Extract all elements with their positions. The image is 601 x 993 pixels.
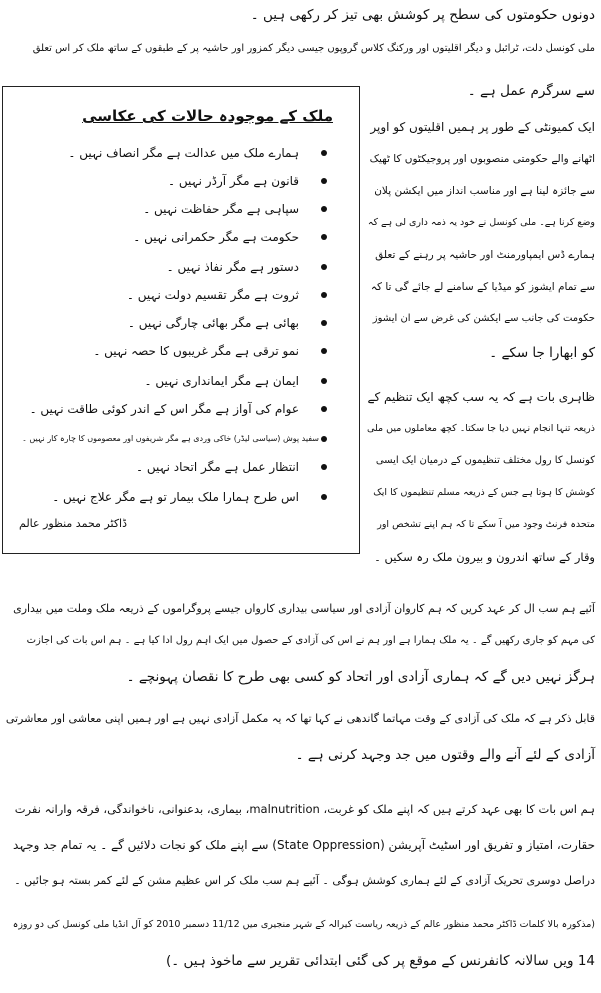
bullet-icon [321,436,327,442]
para-line-5: آزادی کے لئے آنے والے وقتوں میں جد وجہد کرنی ہے ۔ [295,747,595,763]
box-signature: ڈاکٹر محمد منظور عالم [19,517,128,530]
para-line-3: ہرگز نہیں دیں گے کہ ہماری آزادی اور اتحاد کو کسی بھی طرح کا نقصان پہونچے ۔ [126,669,595,685]
bullet-icon [321,178,327,184]
side-line-11: کونسل کا رول مختلف تنظیموں کے درمیان ایک ایسی [375,455,595,466]
side-line-6: سے تمام ایشوز کو میڈیا کے سامنے لے جائے گی تا کہ [370,281,595,293]
para-line-9: (مذکورہ بالا کلمات ڈاکٹر محمد منظور عالم کے ذریعہ ریاست کیرالہ کے شہر منجیری میں 11/12 دسمبر 2010 کو آل انڈیا ملی کونسل کی دو روزہ [12,919,595,930]
bullet-icon [321,406,327,412]
bullet-icon [321,378,327,384]
bullet-icon [321,234,327,240]
para-line-1: آئیے ہم سب ال کر عہد کریں کہ ہم کاروان آزادی اور سیاسی بیداری کارواں جیسے پروگراموں کے ذریعہ ملک وملت میں بیداری [13,602,595,615]
para-line-7: حقارت، امتیاز و تفریق اور اسٹیٹ آپریشن (State Oppression) سے اپنے ملک کو نجات دلائیں گے ۔ یہ تمام جد وجہد [12,838,595,852]
box-item-4: حکومت ہے مگر حکمرانی نہیں ۔ [133,229,299,245]
side-line-4: وضع کرنا ہے۔ ملی کونسل نے خود یہ ذمہ داری لی ہے کہ [367,217,595,228]
side-line-7: حکومت کی جانب سے ایکشن کی غرض سے ان ایشوز [372,313,595,324]
box-item-12: انتظار عمل ہے مگر اتحاد نہیں ۔ [136,459,299,475]
box-item-1: ہمارے ملک میں عدالت ہے مگر انصاف نہیں ۔ [68,145,299,161]
bullet-icon [321,150,327,156]
para-line-6: ہم اس بات کا بھی عہد کرتے ہیں کہ اپنے ملک کو غربت، malnutrition، بیماری، بدعنوانی، ناخواندگی، فرقہ وارانہ نفرت [14,802,595,816]
box-item-7: بھائی ہے مگر بھائی چارگی نہیں ۔ [128,315,299,331]
side-line-10: ذریعہ تنہا انجام نہیں دیا جا سکتا۔ کچھ معاملوں میں ملی [366,423,595,434]
side-line-13: متحدہ فرنٹ وجود میں آ سکے تا کہ ہم اپنے تشخص اور [377,519,595,530]
current-situation-box [2,86,360,554]
box-item-6: ثروت ہے مگر تقسیم دولت نہیں ۔ [127,287,299,303]
box-item-11: سفید پوش (سیاسی لیڈر) خاکی وردی ہے مگر شریفوں اور معصوموں کا چارہ کار نہیں ۔ [22,431,319,447]
intro-line-3: سے سرگرم عمل ہے ۔ [467,83,595,99]
side-line-9: ظاہری بات ہے کہ یہ سب کچھ ایک تنظیم کے [367,390,595,404]
bullet-icon [321,464,327,470]
bullet-icon [321,494,327,500]
side-line-12: کوشش کا ہوتا ہے جس کے ذریعہ مسلم تنظیموں کا ایک [373,487,595,498]
side-line-14: وقار کے ساتھ اندرون و بیرون ملک رہ سکیں ۔ [374,550,595,564]
side-line-2: اٹھانے والے حکومتی منصوبوں اور پروجیکٹوں کا ٹھیک [369,153,595,165]
intro-line-2: ملی کونسل دلت، ٹرائبل و دیگر اقلیتوں اور ورکنگ کلاس گروپوں جیسی دیگر کمزور اور حاشیہ پر کے طبقوں کے ساتھ ملک کر اس تعلق [32,43,595,54]
bullet-icon [321,320,327,326]
bullet-icon [321,292,327,298]
bullet-icon [321,348,327,354]
para-line-10: 14 ویں سالانہ کانفرنس کے موقع پر کی گئی ابتدائی تقریر سے ماخوذ ہیں ۔) [166,953,595,969]
box-item-8: نمو ترقی ہے مگر غریبوں کا حصہ نہیں ۔ [93,343,299,359]
box-item-2: قانون ہے مگر آرڈر نہیں ۔ [168,173,299,189]
para-line-4: قابل ذکر ہے کہ ملک کی آزادی کے وقت مہاتما گاندھی نے کہا تھا کہ یہ مکمل آزادی نہیں ہے اور ہمیں اپنی معاشی اور معاشرتی [5,712,595,725]
box-item-9: ایمان ہے مگر ایمانداری نہیں ۔ [145,373,299,389]
box-title: ملک کے موجودہ حالات کی عکاسی [82,107,333,125]
box-item-5: دستور ہے مگر نفاذ نہیں ۔ [167,259,299,275]
side-line-5: ہمارے ڈس ایمپاورمنٹ اور حاشیہ پر رہنے کے تعلق [375,249,595,261]
box-item-3: سپاہی ہے مگر حفاظت نہیں ۔ [143,201,299,217]
bullet-icon [321,264,327,270]
side-line-3: سے جائزہ لینا ہے اور مناسب انداز میں ایکشن پلان [374,185,595,197]
box-item-10: عوام کی آواز ہے مگر اس کے اندر کوئی طاقت نہیں ۔ [30,401,299,417]
side-line-1: ایک کمیونٹی کے طور پر ہمیں اقلیتوں کو اوپر [370,120,595,134]
box-item-13: اس طرح ہمارا ملک بیمار تو ہے مگر علاج نہیں ۔ [52,489,299,505]
intro-line-1: دونوں حکومتوں کی سطح پر کوشش بھی تیز کر رکھی ہیں ۔ [250,7,595,23]
side-line-8: کو ابھارا جا سکے ۔ [489,345,595,361]
bullet-icon [321,206,327,212]
para-line-8: دراصل دوسری تحریک آزادی کے لئے ہماری کوشش ہوگی ۔ آئیے ہم سب ملک کر اس عظیم مشن کے لئے کمر بستہ ہو جائیں ۔ [14,874,595,887]
para-line-2: کی مہم کو جاری رکھیں گے ۔ یہ ملک ہمارا ہے اور ہم نے اس کی آزادی کے حصول میں ایک اہم رول ادا کیا ہے ۔ ہم اس بات کی اجازت [26,635,595,646]
